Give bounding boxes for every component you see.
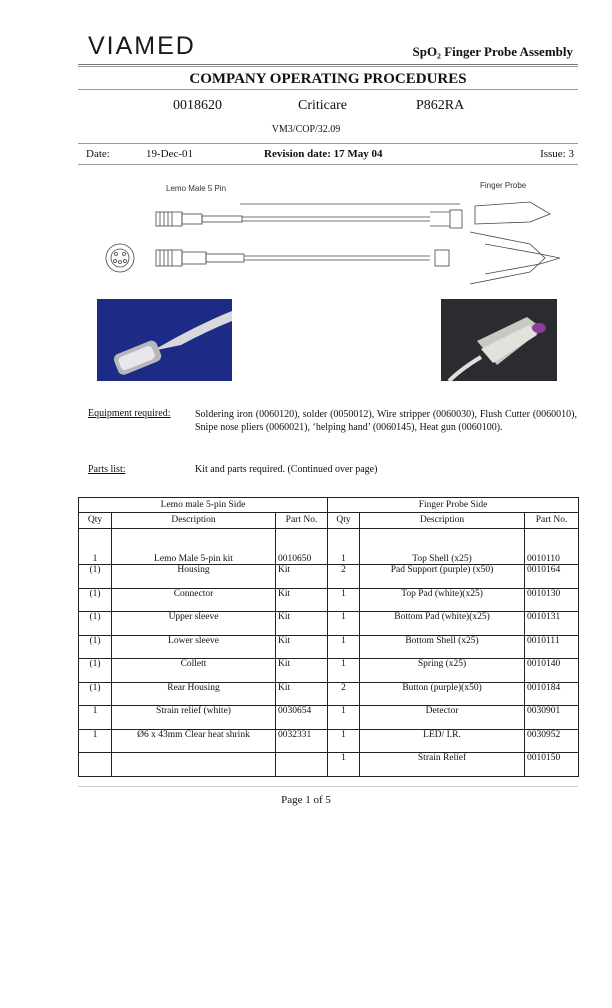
qty-cell: 1 (328, 528, 360, 565)
header-divider (78, 64, 578, 65)
part-number-cell (276, 753, 328, 777)
description-header: Description (112, 513, 276, 528)
table-row (79, 635, 579, 659)
model-number: P862RA (416, 98, 465, 113)
right-side-heading: Finger Probe Side (328, 498, 579, 513)
description-cell: Strain Relief (360, 753, 525, 777)
qty-cell: (1) (79, 612, 112, 636)
part-number-cell: 0010184 (525, 682, 579, 706)
description-cell: Upper sleeve (112, 612, 276, 636)
part-number-cell: 0032331 (276, 729, 328, 753)
table-row (79, 588, 579, 612)
part-number-cell: 0010110 (525, 528, 579, 565)
revision-date: Revision date: 17 May 04 (264, 148, 383, 160)
part-number-cell: 0030952 (525, 729, 579, 753)
table-row (79, 682, 579, 706)
document-title: SpO₂ Finger Probe Assembly (412, 44, 573, 59)
qty-cell: (1) (79, 635, 112, 659)
finger-probe-diagram-label: Finger Probe (480, 181, 527, 190)
description-cell (112, 753, 276, 777)
finger-probe-photo (441, 299, 557, 381)
table-row (79, 753, 579, 777)
lemo-connector-image (97, 299, 232, 381)
table-row (79, 659, 579, 683)
part-number-cell: Kit (276, 682, 328, 706)
description-cell: Lower sleeve (112, 635, 276, 659)
footer-divider (78, 786, 578, 787)
assembly-drawing (90, 192, 560, 292)
table-row (79, 612, 579, 636)
part-number-cell: 0010131 (525, 612, 579, 636)
description-cell: Detector (360, 706, 525, 730)
part-number-cell: 0010111 (525, 635, 579, 659)
part-number-cell: 0010140 (525, 659, 579, 683)
qty-cell: 1 (79, 528, 112, 565)
part-number-cell: Kit (276, 635, 328, 659)
qty-cell (79, 753, 112, 777)
parts-list-label: Parts list: (88, 464, 126, 475)
table-row (79, 706, 579, 730)
part-number-cell: Kit (276, 612, 328, 636)
description-cell: LED/ I.R. (360, 729, 525, 753)
equipment-text: Soldering iron (0060120), solder (0050012), Wire stripper (0060030), Flush Cutter (0060010), Snipe nose pliers (0060021), ‘helping hand’ (0060145), Heat gun (0060100). (195, 409, 577, 433)
qty-cell: 1 (79, 729, 112, 753)
qty-cell: 1 (79, 706, 112, 730)
table-row (79, 729, 579, 753)
date-value: 19-Dec-01 (146, 148, 194, 160)
page-number: Page 1 of 5 (281, 794, 331, 806)
company-logo: VIAMED (88, 32, 196, 60)
equipment-label: Equipment required: (88, 408, 171, 419)
left-side-heading: Lemo male 5-pin Side (79, 498, 328, 513)
description-header: Description (360, 513, 525, 528)
qty-header: Qty (328, 513, 360, 528)
qty-cell: 2 (328, 682, 360, 706)
part-number-cell: 0010130 (525, 588, 579, 612)
qty-cell: 1 (328, 612, 360, 636)
description-cell: Bottom Shell (x25) (360, 635, 525, 659)
part-number-header: Part No. (276, 513, 328, 528)
description-cell: Top Pad (white)(x25) (360, 588, 525, 612)
issue-number: Issue: 3 (540, 148, 574, 160)
part-number-cell: 0010650 (276, 528, 328, 565)
qty-cell: 1 (328, 588, 360, 612)
description-cell: Spring (x25) (360, 659, 525, 683)
description-cell: Strain relief (white) (112, 706, 276, 730)
table-row (79, 565, 579, 589)
parts-list-text: Kit and parts required. (Continued over page) (195, 464, 378, 475)
part-number-header: Part No. (525, 513, 579, 528)
description-cell: Rear Housing (112, 682, 276, 706)
description-cell: Button (purple)(x50) (360, 682, 525, 706)
qty-cell: 1 (328, 706, 360, 730)
part-number-cell: 0030901 (525, 706, 579, 730)
qty-cell: 1 (328, 729, 360, 753)
description-cell: Housing (112, 565, 276, 589)
part-number-cell: Kit (276, 659, 328, 683)
lemo-connector-photo (97, 299, 232, 381)
part-number-cell: 0030654 (276, 706, 328, 730)
date-label: Date: (86, 148, 110, 160)
description-cell: Connector (112, 588, 276, 612)
date-row (78, 143, 578, 165)
table-row (79, 528, 579, 565)
part-number-cell: Kit (276, 565, 328, 589)
description-cell: Top Shell (x25) (360, 528, 525, 565)
qty-cell: (1) (79, 588, 112, 612)
qty-cell: 2 (328, 565, 360, 589)
qty-cell: (1) (79, 659, 112, 683)
description-cell: Collett (112, 659, 276, 683)
description-cell: Pad Support (purple) (x50) (360, 565, 525, 589)
part-number-cell: 0010164 (525, 565, 579, 589)
document-reference: VM3/COP/32.09 (271, 124, 341, 135)
part-number-cell: Kit (276, 588, 328, 612)
company-procedures-heading: COMPANY OPERATING PROCEDURES (78, 66, 578, 90)
qty-cell: 1 (328, 659, 360, 683)
manufacturer: Criticare (298, 98, 347, 113)
part-number-cell: 0010150 (525, 753, 579, 777)
lemo-diagram-label: Lemo Male 5 Pin (166, 184, 227, 193)
description-cell: Bottom Pad (white)(x25) (360, 612, 525, 636)
part-code: 0018620 (173, 98, 222, 113)
qty-cell: 1 (328, 635, 360, 659)
description-cell: Ø6 x 43mm Clear heat shrink (112, 729, 276, 753)
description-cell: Lemo Male 5-pin kit (112, 528, 276, 565)
qty-cell: 1 (328, 753, 360, 777)
qty-header: Qty (79, 513, 112, 528)
qty-cell: (1) (79, 682, 112, 706)
parts-table (78, 497, 579, 777)
qty-cell: (1) (79, 565, 112, 589)
finger-probe-image (441, 299, 557, 381)
